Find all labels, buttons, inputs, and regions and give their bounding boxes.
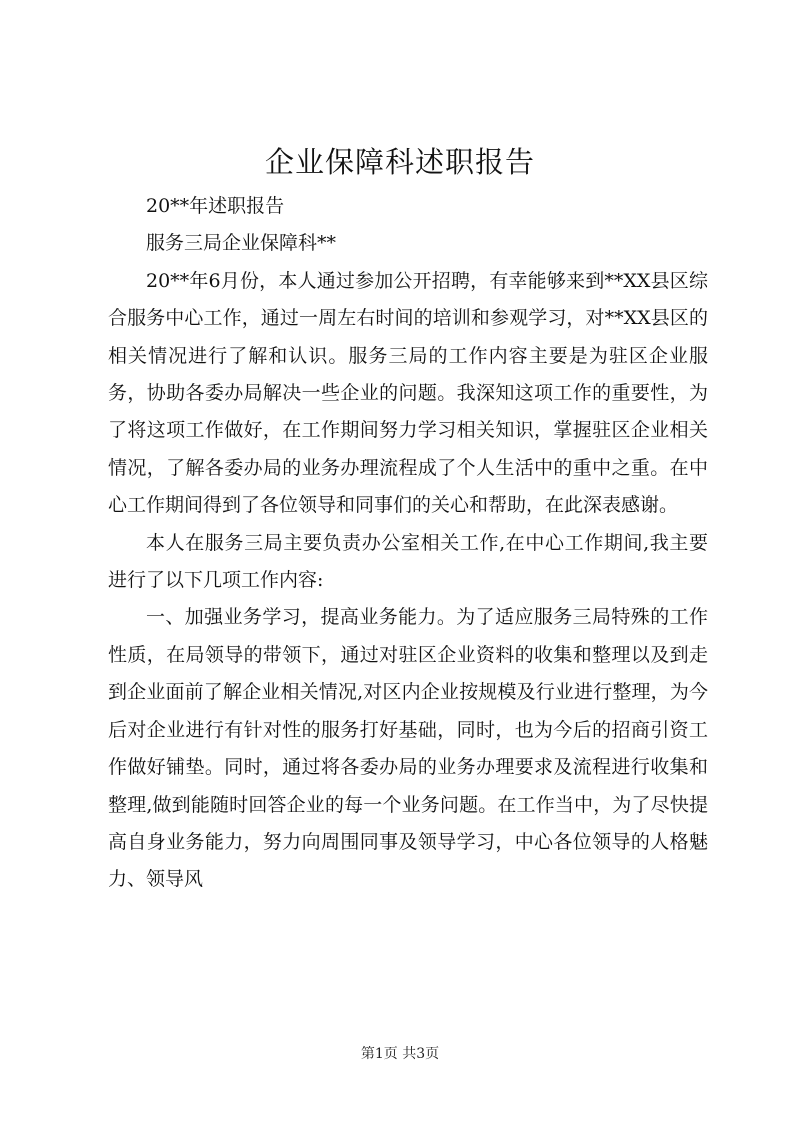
- duties-paragraph: 本人在服务三局主要负责办公室相关工作,在中心工作期间,我主要进行了以下几项工作内容:: [108, 531, 708, 592]
- section-one-paragraph: 一、加强业务学习，提高业务能力。为了适应服务三局特殊的工作性质，在局领导的带领下，通过对驻区企业资料的收集和整理以及到走到企业面前了解企业相关情况,对区内企业按规模及行业进行整理，为今后对企业进行有针对性的服务打好基础，同时，也为今后的招商引资工作做好铺垫。同时，通过将各委办局的业务办理要求及流程进行收集和整理,做到能随时回答企业的每一个业务问题。在工作当中，为了尽快提高自身业务能力，努力向周围同事及领导学习，中心各位领导的人格魅力、领导风: [108, 606, 708, 891]
- document-title: 企业保障科述职报告: [264, 145, 535, 179]
- report-year-line: 20**年述职报告: [146, 195, 285, 217]
- page-footer: 第1页 共3页: [360, 1046, 440, 1062]
- author-line: 服务三局企业保障科**: [146, 232, 337, 255]
- intro-paragraph: 20**年6月份，本人通过参加公开招聘，有幸能够来到**XX县区综合服务中心工作，通过一周左右时间的培训和参观学习，对**XX县区的相关情况进行了解和认识。服务三局的工作内容主要是为驻区企业服务，协助各委办局解决一些企业的问题。我深知这项工作的重要性，为了将这项工作做好，在工作期间努力学习相关知识，掌握驻区企业相关情况，了解各委办局的业务办理流程成了个人生活中的重中之重。在中心工作期间得到了各位领导和同事们的关心和帮助，在此深表感谢。: [108, 269, 708, 517]
- document-body: [108, 188, 708, 899]
